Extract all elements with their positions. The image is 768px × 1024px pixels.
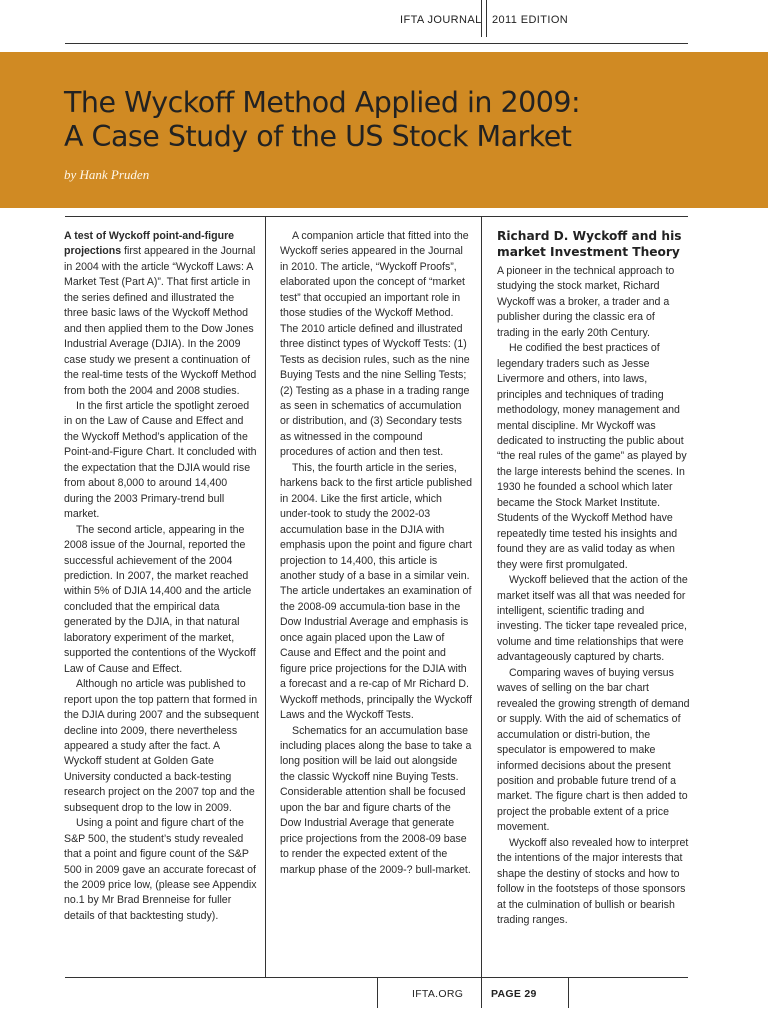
journal-name: IFTA JOURNAL	[400, 14, 482, 26]
lead-in: A test of Wyckoff point-and-figure projections	[64, 230, 235, 258]
paragraph: A pioneer in the technical approach to studying the stock market, Richard Wyckoff was a broker, a trader and a publisher during the classic era of trading in the early 20th Century.	[497, 265, 675, 339]
article-title	[64, 86, 704, 154]
column-1	[64, 229, 259, 924]
header-divider	[486, 0, 487, 37]
paragraph: The second article, appearing in the 2008 issue of the Journal, reported the successful achievement of the 2004 prediction. In 2007, the market reached within 5% of DJIA 14,400 and the article concluded that the empirical data generated by the DJIA, in that natural laboratory experiment of the market, supported the contentions of the Wyckoff Law of Cause and Effect.	[64, 523, 256, 675]
paragraph: He codified the best practices of legendary traders such as Jesse Livermore and others, into laws, principles and techniques of trading methodology, money management and mental discipline. Mr Wyckoff was dedicated to instructing the public about “the real rules of the game” as played by the large interests behind the scenes. In 1930 he founded a school which later became the Stock Market Institute. Students of the Wyckoff Method have repeatedly time tested his insights and found they are as valid today as when they were first promulgated.	[497, 342, 687, 571]
columns-top-rule	[65, 216, 688, 217]
paragraph	[64, 229, 259, 399]
column-3	[497, 229, 690, 928]
page-number: PAGE 29	[491, 988, 537, 1000]
footer-divider	[377, 978, 378, 1008]
header-rule	[65, 43, 688, 44]
column-divider	[265, 217, 266, 977]
paragraph: A companion article that fitted into the Wyckoff series appeared in the Journal in 2010. The article, “Wyckoff Proofs”, elaborated upon the concept of “market test” that occupied an important role in those studies of the Wyckoff Method. The 2010 article defined and illustrated three distinct types of Wyckoff Tests: (1) Tests as decision rules, such as the nine Buying Tests and the nine Selling Tests; (2) Testing as a phase in a trading range as seen in schematics of accumulation or distribution, and (3) Secondary tests as witnessed in the compound procedures of action and then test.	[280, 230, 470, 459]
paragraph-text: first appeared in the Journal in 2004 with the article “Wyckoff Laws: A Market Test (Part A)”. That first article in the series defined and illustrated the three basic laws of the Wyckoff Method and then applied them to the Dow Jones Industrial Average (DJIA). In the 2009 case study we present a continuation of the real-time tests of the Wyckoff Method from both the 2004 and 2008 studies.	[64, 245, 257, 397]
title-line-2: A Case Study of the US Stock Market	[64, 120, 572, 153]
paragraph: This, the fourth article in the series, harkens back to the first article published in 2004. Like the first article, which under-took to study the 2002-03 accumulation base in the DJIA with emphasis upon the point and figure chart projection to 14,400, this article is another study of a base in a similar vein. The article undertakes an examination of the 2008-09 accumula-tion base in the Dow Industrial Average and emphasis is once again placed upon the Law of Cause and Effect and the point and figure price projections for the DJIA with a forecast and a re-cap of Mr Richard D. Wyckoff methods, principally the Wyckoff Laws and the Wyckoff Tests.	[280, 461, 472, 722]
byline: by Hank Pruden	[64, 167, 150, 182]
footer-site: IFTA.ORG	[412, 988, 464, 1000]
section-heading: Richard D. Wyckoff and his market Investment Theory	[497, 229, 682, 259]
paragraph: Comparing waves of buying versus waves of selling on the bar chart revealed the growing strength of demand or supply. With the aid of schematics of accumulation or distri-bution, the speculator is empowered to make informed decisions about the present position and probable future trend of a market. The figure chart is then added to project the probable extent of a price movement.	[497, 666, 690, 834]
paragraph: Schematics for an accumulation base including places along the base to take a long position will be laid out alongside the classic Wyckoff nine Buying Tests. Considerable attention shall be focused upon the bar and figure charts of the Dow Industrial Average that generate price projections from the 2008-09 base to render the expected extent of the markup phase of the 2009-? bull-market.	[280, 724, 472, 876]
paragraph: Wyckoff also revealed how to interpret the intentions of the major interests that shape the destiny of stocks and how to follow in the footsteps of those sponsors at the culmination of bullish or bearish trading ranges.	[497, 836, 689, 927]
paragraph: In the first article the spotlight zeroed in on the Law of Cause and Effect and the Wyckoff Method’s application of the Point-and-Figure Chart. It concluded with the expectation that the DJIA would rise from about 8,000 to around 14,400 during the 2003 Primary-trend bull market.	[64, 399, 257, 521]
column-2	[280, 229, 473, 878]
paragraph: Using a point and figure chart of the S&P 500, the student’s study revealed that a point and figure count of the S&P 500 in 2009 gave an accurate forecast of the 2009 price low, (please see Appendix no.1 by Mr Brad Brenneise for fuller details of that backtesting study).	[64, 817, 257, 922]
title-line-1: The Wyckoff Method Applied in 2009:	[64, 86, 581, 119]
edition-label: 2011 EDITION	[492, 14, 569, 26]
paragraph: Wyckoff believed that the action of the market itself was all that was needed for intelligent, scientific trading and investing. The ticker tape revealed price, volume and time relationships that were advantageously captured by charts.	[497, 574, 688, 664]
footer-divider	[568, 978, 569, 1008]
column-divider	[481, 217, 482, 977]
footer-divider	[481, 978, 482, 1008]
paragraph: Although no article was published to report upon the top pattern that formed in the DJIA during 2007 and the subsequent decline into 2009, there nevertheless appeared a study after the fact. A Wyckoff student at Golden Gate University conducted a back-testing research project on the 2007 top and the subsequent drop to the low in 2009.	[64, 678, 259, 814]
